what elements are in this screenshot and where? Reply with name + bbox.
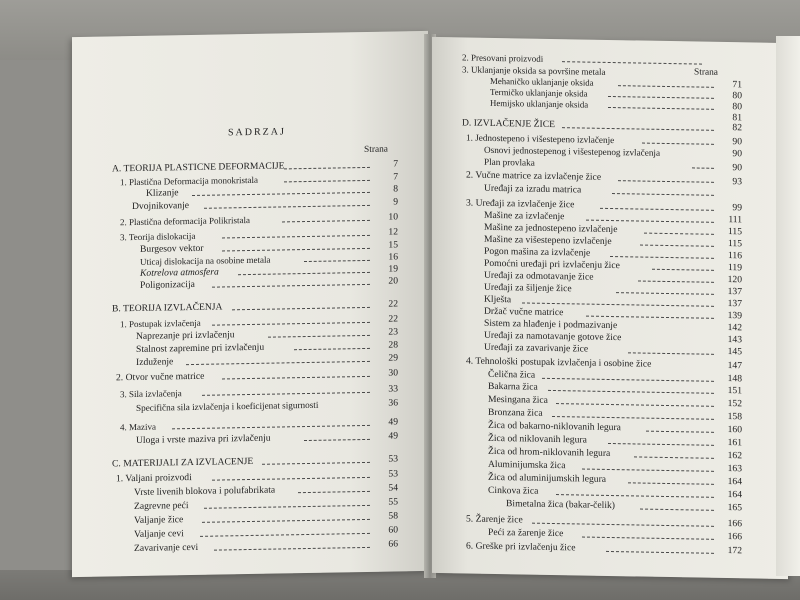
page-number: 7 [393, 158, 398, 170]
toc-entry: Čelična žica [488, 368, 536, 381]
leader-dots [284, 180, 370, 183]
toc-entry: 1. Jednostepeno i višestepeno izvlačenje [466, 132, 615, 146]
strana-label-left: Strana [364, 144, 388, 156]
page-number: 81 [732, 112, 742, 124]
page-number: 158 [727, 411, 742, 423]
toc-entry: 2. Plastična deformacija Polikristala [120, 215, 250, 228]
strana-label-right: Strana [694, 67, 718, 78]
page-number: 80 [732, 90, 742, 102]
toc-entry: 2. Vučne matrice za izvlačenje žice [466, 169, 602, 183]
page-number: 12 [388, 226, 398, 238]
page-number: 152 [727, 398, 742, 410]
leader-dots [294, 348, 370, 350]
leader-dots [556, 403, 714, 407]
page-number: 19 [388, 263, 398, 275]
leader-dots [282, 220, 370, 223]
page-number: 161 [727, 437, 742, 449]
leader-dots [618, 180, 714, 183]
toc-entry: Aluminijumska žica [488, 458, 566, 472]
toc-entry: Pomoćni uređaji pri izvlačenju žice [484, 257, 620, 272]
leader-dots [238, 272, 370, 275]
toc-entry: Žica od bakarno-niklovanih legura [488, 419, 621, 434]
leader-dots [532, 523, 714, 527]
leader-dots [552, 416, 714, 420]
toc-entry: Žica od aluminijumskih legura [488, 471, 607, 485]
page-number: 36 [388, 397, 398, 409]
leader-dots [204, 505, 370, 509]
toc-entry: Valjanje cevi [134, 528, 184, 541]
leader-dots [628, 482, 714, 485]
toc-entry: Peći za žarenje žice [488, 526, 564, 540]
toc-entry: Uređaji za odmotavanje žice [484, 269, 594, 283]
toc-entry: 2. Presovani proizvodi [462, 52, 544, 64]
page-number: 137 [727, 286, 742, 298]
page-number: 16 [388, 251, 398, 263]
toc-entry: Mehaničko uklanjanje oksida [490, 75, 594, 88]
toc-entry: Valjanje žice [134, 514, 184, 527]
page-number: 9 [393, 196, 398, 208]
toc-entry: Klješta [484, 293, 512, 306]
page-number: 10 [388, 211, 398, 223]
left-page [72, 31, 428, 577]
page-number: 164 [727, 476, 742, 488]
leader-dots [600, 208, 714, 211]
page-number: 139 [727, 310, 742, 322]
leader-dots [172, 425, 370, 429]
leader-dots [628, 352, 714, 355]
toc-entry: A. TEORIJA PLASTICNE DEFORMACIJE [112, 160, 285, 175]
leader-dots [582, 469, 714, 472]
toc-entry: Mašine za višestepeno izvlačenje [484, 233, 612, 248]
page-number: 20 [388, 275, 398, 287]
toc-entry: Cinkova žica [488, 484, 539, 497]
page-number: 137 [727, 298, 742, 310]
page-number: 53 [388, 468, 398, 480]
right-page [432, 37, 788, 579]
page-number: 151 [727, 385, 742, 397]
toc-entry: 3. Sila izvlačenja [120, 388, 182, 400]
contents-title: SADRZAJ [228, 126, 286, 139]
page-number: 71 [732, 79, 742, 91]
leader-dots [304, 439, 370, 441]
leader-dots [652, 269, 714, 271]
leader-dots [562, 127, 714, 131]
toc-entry: B. TEORIJA IZVLAČENJA [112, 301, 223, 315]
page-number: 111 [728, 214, 742, 226]
toc-entry: 2. Otvor vučne matrice [116, 370, 205, 384]
leader-dots [298, 491, 370, 493]
toc-entry: Bronzana žica [488, 406, 543, 419]
toc-entry: Kotrelova atmosfera [140, 266, 219, 279]
leader-dots [202, 519, 370, 523]
toc-entry: 5. Žarenje žice [466, 513, 523, 526]
leader-dots [232, 307, 370, 310]
toc-entry: Stalnost zapremine pri izvlačenju [136, 341, 265, 355]
page-number: 90 [732, 148, 742, 160]
leader-dots [212, 322, 370, 326]
toc-entry: Uređaji za izradu matrica [484, 182, 582, 196]
toc-entry: Sistem za hlađenje i podmazivanje [484, 317, 618, 332]
page-number: 80 [732, 101, 742, 113]
page-number: 93 [732, 176, 742, 188]
page-edge [776, 36, 800, 576]
leader-dots [616, 292, 714, 295]
leader-dots [608, 107, 714, 110]
leader-dots [640, 509, 714, 511]
page-number: 99 [732, 202, 742, 214]
leader-dots [186, 361, 370, 365]
toc-entry: 4. Tehnološki postupak izvlačenja i osobine žice [466, 355, 652, 370]
toc-entry: D. IZVLAČENJE ŽICE [462, 117, 555, 131]
page-number: 143 [727, 334, 742, 346]
page-number: 54 [388, 482, 398, 494]
page-number: 119 [727, 262, 742, 274]
leader-dots [618, 85, 714, 88]
page-number: 22 [388, 313, 398, 325]
toc-entry: 3. Uređaji za izvlačenje žice [466, 197, 575, 211]
leader-dots [222, 248, 370, 252]
toc-entry: Mašine za izvlačenje [484, 209, 565, 223]
page-number: 60 [388, 524, 398, 536]
leader-dots [222, 235, 370, 239]
leader-dots [200, 533, 370, 537]
leader-dots [644, 233, 714, 235]
page-number: 53 [388, 453, 398, 465]
toc-entry: Izduženje [136, 356, 174, 368]
leader-dots [562, 61, 702, 64]
page-number: 90 [732, 162, 742, 174]
page-number: 120 [727, 274, 742, 286]
toc-entry: Plan provlaka [484, 156, 535, 168]
toc-entry: Zagrevne peći [134, 500, 189, 513]
leader-dots [222, 376, 370, 380]
leader-dots [612, 193, 714, 196]
toc-entry: 1. Plastična Deformacija monokristala [120, 174, 258, 188]
page-number: 142 [727, 322, 742, 334]
toc-entry: 4. Maziva [120, 421, 156, 433]
toc-entry: Specifična sila izvlačenja i koeficijenat sigurnosti [136, 399, 319, 413]
toc-entry: C. MATERIJALI ZA IZVLACENJE [112, 455, 254, 470]
toc-entry: Žica od hrom-niklovanih legura [488, 445, 611, 460]
page-number: 28 [388, 339, 398, 351]
toc-entry: Bimetalna žica (bakar-čelik) [506, 498, 616, 512]
page-number: 166 [727, 518, 742, 530]
toc-entry: 1. Valjani proizvodi [116, 472, 192, 485]
leader-dots [556, 494, 714, 498]
leader-dots [542, 378, 714, 382]
page-number: 7 [393, 171, 398, 183]
toc-entry: Uređaji za namotavanje gotove žice [484, 329, 622, 344]
leader-dots [262, 462, 370, 465]
toc-entry: Vrste livenih blokova i polufabrikata [134, 484, 276, 499]
page-number: 15 [388, 239, 398, 251]
toc-entry: 3. Teorija dislokacija [120, 230, 196, 243]
page-number: 58 [388, 510, 398, 522]
page-number: 22 [388, 298, 398, 310]
page-number: 66 [388, 538, 398, 550]
toc-entry: Mesingana žica [488, 393, 548, 406]
page-number: 147 [727, 360, 742, 372]
page-number: 148 [727, 373, 742, 385]
toc-entry: Uređaji za zavarivanje žice [484, 341, 589, 355]
toc-entry: Termičko uklanjanje oksida [490, 86, 588, 99]
toc-entry: 1. Postupak izvlačenja [120, 317, 201, 330]
leader-dots [212, 284, 370, 288]
page-number: 49 [388, 430, 398, 442]
leader-dots [638, 280, 714, 282]
page-number: 55 [388, 496, 398, 508]
toc-entry: Hemijsko uklanjanje oksida [490, 97, 589, 110]
page-number: 23 [388, 326, 398, 338]
page-number: 90 [732, 136, 742, 148]
toc-entry: 3. Uklanjanje oksida sa površine metala [462, 64, 606, 77]
page-number: 30 [388, 367, 398, 379]
leader-dots [646, 431, 714, 433]
page-number: 49 [388, 416, 398, 428]
toc-entry: Uređaji za šiljenje žice [484, 281, 572, 295]
toc-entry: Dvojnikovanje [132, 200, 190, 213]
toc-entry: 6. Greške pri izvlačenju žice [466, 540, 576, 554]
leader-dots [642, 143, 714, 145]
page-number: 29 [388, 352, 398, 364]
leader-dots [634, 456, 714, 458]
leader-dots [202, 392, 370, 396]
page-number: 163 [727, 463, 742, 475]
leader-dots [606, 551, 714, 554]
page-number: 115 [727, 238, 742, 250]
leader-dots [212, 477, 370, 481]
leader-dots [268, 335, 370, 338]
page-number: 115 [727, 226, 742, 238]
toc-entry: Uloga i vrste maziva pri izvlačenju [136, 432, 271, 446]
toc-entry: Klizanje [146, 187, 179, 199]
page-number: 145 [727, 346, 742, 358]
leader-dots [608, 443, 714, 446]
leader-dots [610, 256, 714, 259]
toc-entry: Žica od niklovanih legura [488, 432, 587, 446]
leader-dots [304, 260, 370, 262]
leader-dots [192, 192, 370, 196]
page-number: 166 [727, 531, 742, 543]
toc-entry: Držač vučne matrice [484, 305, 564, 319]
leader-dots [692, 167, 714, 168]
leader-dots [582, 537, 714, 540]
page-number: 8 [393, 183, 398, 195]
leader-dots [586, 220, 714, 223]
page-number: 162 [727, 450, 742, 462]
leader-dots [214, 547, 370, 551]
leader-dots [284, 167, 370, 170]
page-number: 33 [388, 383, 398, 395]
toc-entry: Poligonizacija [140, 278, 195, 291]
toc-entry: Zavarivanje cevi [134, 541, 199, 555]
page-number: 164 [727, 489, 742, 501]
toc-entry: Osnovi jednostepenog i višestepenog izvlačenja [484, 144, 661, 158]
page-number: 160 [727, 424, 742, 436]
toc-entry: Burgesov vektor [140, 242, 204, 255]
leader-dots [640, 245, 714, 247]
toc-entry: Pogon mašina za izvlačenje [484, 245, 591, 259]
page-number: 116 [727, 250, 742, 262]
leader-dots [548, 390, 714, 394]
toc-entry: Bakarna žica [488, 380, 538, 393]
leader-dots [608, 96, 714, 99]
page-number: 172 [727, 545, 742, 557]
toc-entry: Mašine za jednostepeno izvlačenje [484, 221, 618, 236]
leader-dots [204, 205, 370, 209]
toc-entry: Uticaj dislokacija na osobine metala [140, 254, 271, 267]
page-number: 82 [732, 122, 742, 134]
toc-entry: Naprezanje pri izvlačenju [136, 329, 235, 342]
page-number: 165 [727, 502, 742, 514]
leader-dots [586, 316, 714, 319]
